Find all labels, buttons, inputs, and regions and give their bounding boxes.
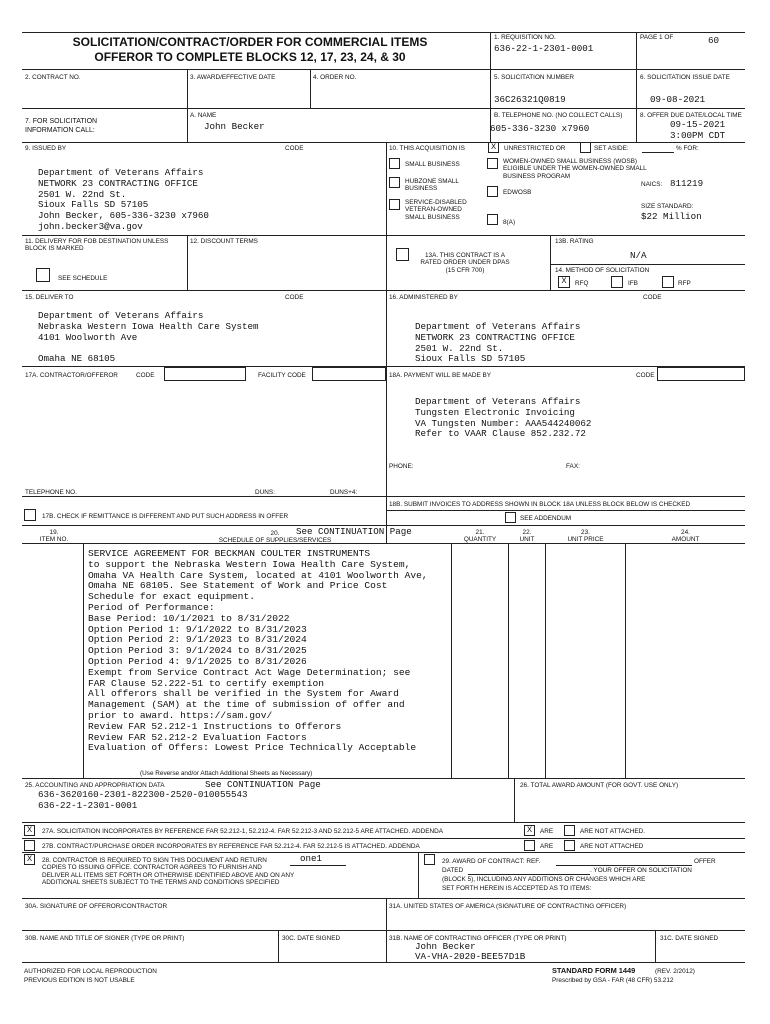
clause-27a-are-checkbox[interactable]: X (524, 825, 535, 836)
rfq-checkbox[interactable]: X (558, 276, 570, 288)
unrestricted-label: UNRESTRICTED OR (504, 145, 566, 152)
rated-order-checkbox[interactable] (396, 248, 409, 261)
naics-label: NAICS: (641, 181, 663, 188)
remittance-checkbox[interactable] (24, 509, 36, 521)
set-aside-checkbox[interactable] (580, 142, 591, 153)
signer-name-label: 30B. NAME AND TITLE OF SIGNER (TYPE OR PRINT) (25, 935, 185, 942)
contractor-label: 17A. CONTRACTOR/OFFEROR (25, 372, 118, 379)
page-count: 60 (708, 35, 720, 46)
duns4-label: DUNS+4: (330, 489, 358, 496)
small-business-label: SMALL BUSINESS (405, 161, 460, 168)
co-date-label: 31C. DATE SIGNED (660, 935, 719, 942)
issued-by-code-label: CODE (285, 145, 304, 152)
offer-due-label: 8. OFFER DUE DATE/LOCAL TIME (640, 112, 742, 119)
deliver-to-label: 15. DELIVER TO (25, 294, 74, 301)
solicitation-method-label: 14. METHOD OF SOLICITATION (555, 267, 650, 274)
col-quantity: 21. QUANTITY (463, 529, 497, 544)
offer-due-date: 09-15-2021 (670, 119, 726, 130)
solicitation-number-label: 5. SOLICITATION NUMBER (494, 74, 575, 81)
payment-address: Department of Veterans Affairs Tungsten Electronic Invoicing VA Tungsten Number: AAA544240062 Refer to VAAR Clause 852.232.72 (415, 396, 592, 440)
see-schedule-label: SEE SCHEDULE (58, 275, 108, 282)
offeror-date-label: 30C. DATE SIGNED (282, 935, 341, 942)
block-28-copies: one1 (300, 853, 323, 864)
prescribed-by: Prescribed by GSA - FAR (48 CFR) 53.212 (552, 977, 674, 984)
clause-27b-are-checkbox[interactable] (524, 840, 535, 851)
award-date-label: 3. AWARD/EFFECTIVE DATE (190, 74, 276, 81)
issued-by-address: Department of Veterans Affairs NETWORK 23 CONTRACTING OFFICE 2501 W. 22nd St. Sioux Falls SD 57105 John Becker, 605-336-3230 x7960 john.becker3@va.gov (38, 167, 209, 232)
block-28-checkbox[interactable]: X (24, 854, 35, 865)
eight-a-checkbox[interactable] (487, 214, 498, 225)
col-item-no: 19. ITEM NO. (39, 529, 69, 544)
wosb-label: WOMEN-OWNED SMALL BUSINESS (WOSB) ELIGIBLE UNDER THE WOMEN-OWNED SMALL BUSINESS PROGRAM (503, 158, 647, 180)
facility-code-field[interactable] (312, 367, 386, 381)
issue-date: 09-08-2021 (650, 94, 706, 105)
award-offer-solicitation: . YOUR OFFER ON SOLICITATION (590, 867, 692, 874)
accounting-data: 636-3620160-2301-822300-2520-010055543 636-22-1-2301-0001 (38, 789, 248, 811)
see-addendum-label: SEE ADDENDUM (520, 515, 572, 522)
clause-27b-are-label: ARE (540, 843, 554, 850)
phone-label: B. TELEPHONE NO. (NO COLLECT CALLS) (494, 112, 623, 119)
discount-terms-label: 12. DISCOUNT TERMS (190, 238, 258, 245)
submit-invoices-label: 18B. SUBMIT INVOICES TO ADDRESS SHOWN IN BLOCK 18A UNLESS BLOCK BELOW IS CHECKED (389, 501, 691, 508)
eight-a-label: 8(A) (503, 219, 516, 226)
acquisition-label: 10. THIS ACQUISITION IS (389, 145, 465, 152)
naics-code: 811219 (670, 178, 704, 189)
duns-label: DUNS: (255, 489, 275, 496)
form-title-line2: OFFEROR TO COMPLETE BLOCKS 12, 17, 23, 24, & 30 (94, 50, 406, 64)
issued-by-label: 9. ISSUED BY (25, 145, 67, 152)
unrestricted-checkbox[interactable]: X (488, 142, 499, 153)
payment-label: 18A. PAYMENT WILL BE MADE BY (389, 372, 492, 379)
schedule-continuation-note: See CONTINUATION Page (296, 526, 412, 537)
payment-code-label: CODE (636, 372, 655, 379)
administered-code-label: CODE (643, 294, 662, 301)
telephone-label: TELEPHONE NO. (25, 489, 77, 496)
co-name-label: 31B. NAME OF CONTRACTING OFFICER (TYPE OR PRINT) (389, 935, 567, 942)
requisition-label: 1. REQUISITION NO. (494, 34, 556, 41)
col-schedule: 20. SCHEDULE OF SUPPLIES/SERVICES (218, 530, 332, 545)
sdvosb-checkbox[interactable] (389, 199, 400, 210)
administered-by-address: Department of Veterans Affairs NETWORK 23 CONTRACTING OFFICE 2501 W. 22nd St. Sioux Falls SD 57105 (415, 321, 581, 365)
contact-name: John Becker (204, 121, 265, 132)
edwosb-checkbox[interactable] (487, 186, 498, 197)
rating-label: 13B. RATING (555, 238, 594, 245)
block-29-checkbox[interactable] (424, 854, 435, 865)
award-offer-label: OFFER (694, 858, 716, 865)
size-standard-label: SIZE STANDARD: (641, 203, 694, 210)
small-business-checkbox[interactable] (389, 158, 400, 169)
requisition-value: 636-22-1-2301-0001 (494, 43, 594, 54)
wosb-checkbox[interactable] (487, 158, 498, 169)
facility-code-label: FACILITY CODE (258, 372, 306, 379)
payment-code-field[interactable] (657, 367, 745, 381)
contract-no-label: 2. CONTRACT NO. (25, 74, 81, 81)
clause-27a-checkbox[interactable]: X (24, 825, 35, 836)
see-schedule-checkbox[interactable] (36, 268, 50, 282)
deliver-to-address: Department of Veterans Affairs Nebraska Western Iowa Health Care System 4101 Woolworth Ave Omaha NE 68105 (38, 310, 259, 365)
order-no-label: 4. ORDER NO. (313, 74, 357, 81)
delivery-label: 11. DELIVERY FOR FOB DESTINATION UNLESS BLOCK IS MARKED (25, 238, 169, 253)
clause-27b-checkbox[interactable] (24, 840, 35, 851)
award-accepted-text: SET FORTH HEREIN IS ACCEPTED AS TO ITEMS: (442, 885, 592, 892)
payment-fax-label: FAX: (566, 463, 580, 470)
rfp-label: RFP (678, 280, 691, 287)
clause-27a-are-not-checkbox[interactable] (564, 825, 575, 836)
contractor-code-field[interactable] (164, 367, 246, 381)
clause-27b-are-not-label: ARE NOT ATTACHED (580, 843, 644, 850)
set-aside-pct-label: % FOR: (676, 145, 699, 152)
offer-due-time: 3:00PM CDT (670, 130, 726, 141)
set-aside-label: SET ASIDE: (594, 145, 629, 152)
rating-value: N/A (630, 250, 647, 261)
co-signature-label: 31A. UNITED STATES OF AMERICA (SIGNATURE OF CONTRACTING OFFICER) (389, 903, 627, 910)
info-call-label: 7. FOR SOLICITATION INFORMATION CALL: (25, 118, 98, 134)
hubzone-checkbox[interactable] (389, 177, 400, 188)
contact-phone: 605-336-3230 x7960 (490, 123, 590, 134)
hubzone-label: HUBZONE SMALL BUSINESS (405, 178, 459, 193)
col-unit: 22. UNIT (519, 529, 535, 544)
award-block5-text: (BLOCK 5), INCLUDING ANY ADDITIONS OR CHANGES WHICH ARE (442, 876, 646, 883)
clause-27a-are-label: ARE (540, 828, 554, 835)
rated-order-label: 13A. THIS CONTRACT IS A RATED ORDER UNDER DPAS (15 CFR 700) (420, 252, 510, 274)
footer-previous-edition: PREVIOUS EDITION IS NOT USABLE (24, 977, 135, 984)
edwosb-label: EDWOSB (503, 189, 532, 196)
standard-form-number: STANDARD FORM 1449 (552, 966, 636, 975)
col-amount: 24. AMOUNT (671, 529, 700, 544)
rfq-label: RFQ (575, 280, 589, 287)
size-standard: $22 Million (641, 211, 702, 222)
sdvosb-label: SERVICE-DISABLED VETERAN-OWNED SMALL BUSINESS (405, 199, 467, 221)
clause-27a-text: 27A. SOLICITATION INCORPORATES BY REFERENCE FAR 52.212-1, 52.212-4. FAR 52.212-3 AND 52.212-5 ARE ATTACHED. ADDENDA (42, 828, 443, 835)
clause-27b-are-not-checkbox[interactable] (564, 840, 575, 851)
ifb-checkbox[interactable] (611, 276, 623, 288)
clause-27a-are-not-label: ARE NOT ATTACHED. (580, 828, 645, 835)
col-unit-price: 23. UNIT PRICE (567, 529, 604, 544)
co-id: VA-VHA-2020-BEE57D1B (415, 951, 526, 962)
offeror-signature-label: 30A. SIGNATURE OF OFFEROR/CONTRACTOR (25, 903, 168, 910)
contractor-code-label: CODE (136, 372, 155, 379)
accounting-continuation-note: See CONTINUATION Page (205, 779, 321, 790)
remittance-label: 17B. CHECK IF REMITTANCE IS DIFFERENT AND PUT SUCH ADDRESS IN OFFER (42, 513, 289, 520)
accounting-label: 25. ACCOUNTING AND APPROPRIATION DATA (25, 782, 165, 789)
award-ref-label: 29. AWARD OF CONTRACT: REF. (442, 858, 541, 865)
clause-27b-text: 27B. CONTRACT/PURCHASE ORDER INCORPORATES BY REFERENCE FAR 52.212-4. FAR 52.212-5 IS ATTACHED. ADDENDA (42, 843, 420, 850)
issue-date-label: 6. SOLICITATION ISSUE DATE (640, 74, 730, 81)
block-28-text: 28. CONTRACTOR IS REQUIRED TO SIGN THIS DOCUMENT AND RETURN COPIES TO ISSUING OFFICE. CONTRACTOR AGREES TO FURNISH AND DELIVER ALL ITEMS SET FORTH OR OTHERWISE IDENTIFIED ABOVE AND ON ANY ADDITIONAL SHEETS SUBJECT TO THE TERMS AND CONDITIONS SPECIFIED (42, 857, 295, 887)
co-name: John Becker (415, 941, 476, 952)
award-dated-label: DATED (442, 867, 464, 874)
total-award-label: 26. TOTAL AWARD AMOUNT (FOR GOVT. USE ONLY) (520, 782, 679, 789)
ifb-label: IFB (628, 280, 638, 287)
page-label: PAGE 1 OF (640, 34, 674, 41)
contact-name-label: A. NAME (190, 112, 217, 119)
footer-authorized: AUTHORIZED FOR LOCAL REPRODUCTION (24, 968, 157, 975)
payment-phone-label: PHONE: (389, 463, 414, 470)
reverse-sheet-note: (Use Reverse and/or Attach Additional Sheets as Necessary) (140, 770, 313, 777)
solicitation-number: 36C26321Q0819 (494, 94, 566, 105)
schedule-description: SERVICE AGREEMENT FOR BECKMAN COULTER INSTRUMENTS to support the Nebraska Western Iowa Health Care System, Omaha VA Health Care System, located at 4101 Woolworth Ave, Omaha NE 68105. See Statement of Work and Price Cost Schedule for exact equipment. Period of Performance: Base Period: 10/1/2021 to 8/31/2022 Option Period 1: 9/1/2022 to 8/31/2023 Option Period 2: 9/1/2023 to 8/31/2024 Option Period 3: 9/1/2024 to 8/31/2025 Option Period 4: 9/1/2025 to 8/31/2026 Exempt from Service Contract Act Wage Determination; see FAR Clause 52.222-51 to certify exemption All offerors shall be verified in the System for Award Management (SAM) at the time of submission of offer and prior to award. https://sam.gov/ Review FAR 52.212-1 Instructions to Offerors Review FAR 52.212-2 Evaluation Factors Evaluation of Offers: Lowest Price Technically Acceptable (88, 548, 428, 754)
form-revision: (REV. 2/2012) (655, 968, 695, 975)
administered-by-label: 16. ADMINISTERED BY (389, 294, 458, 301)
deliver-to-code-label: CODE (285, 294, 304, 301)
addendum-checkbox[interactable] (505, 512, 516, 523)
rfp-checkbox[interactable] (662, 276, 674, 288)
form-title-line1: SOLICITATION/CONTRACT/ORDER FOR COMMERCIAL ITEMS (72, 35, 428, 49)
